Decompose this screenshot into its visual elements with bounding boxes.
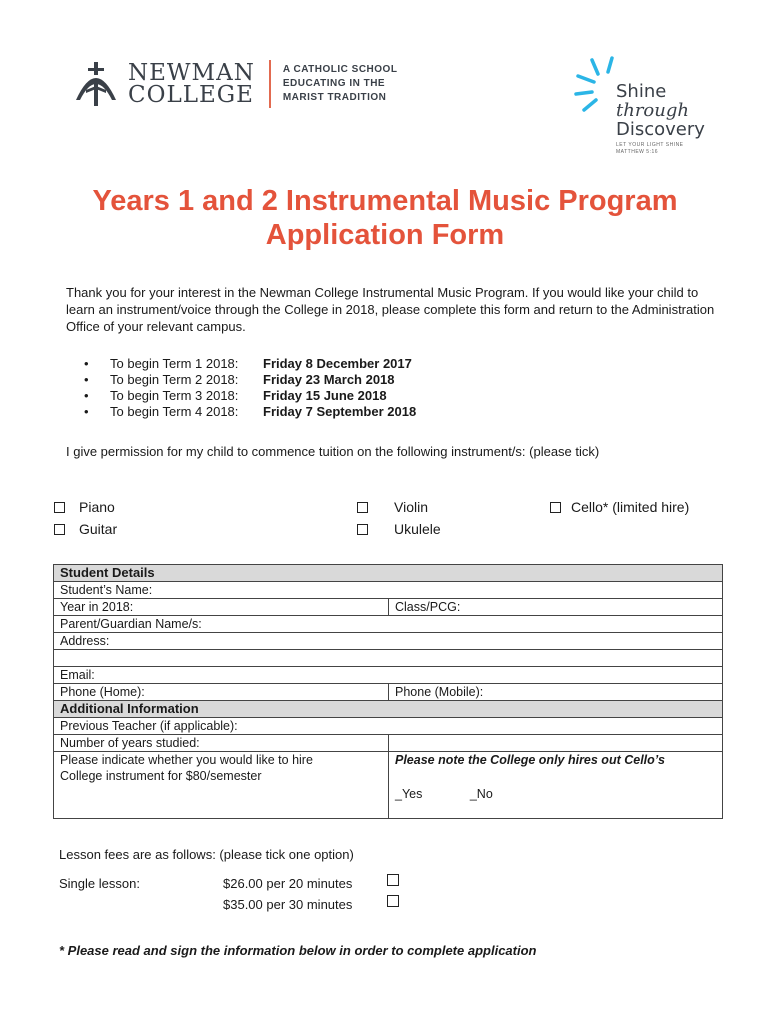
year-field[interactable]: Year in 2018: — [54, 599, 389, 616]
ukulele-checkbox[interactable] — [357, 524, 368, 535]
previous-teacher-field[interactable]: Previous Teacher (if applicable): — [54, 718, 723, 735]
tagline-line2: EDUCATING IN THE — [282, 78, 386, 89]
deadline-item — [84, 404, 416, 420]
shine-small-line1: LET YOUR LIGHT SHINE — [616, 142, 684, 148]
student-details-header: Student Details — [54, 565, 723, 582]
deadline-item — [84, 356, 416, 372]
guitar-checkbox[interactable] — [54, 524, 65, 535]
tagline-line3: MARIST TRADITION — [282, 92, 387, 103]
yes-option[interactable]: _Yes — [395, 787, 423, 801]
intro-paragraph: Thank you for your interest in the Newman College Instrumental Music Program. If you would like your child to learn an instrument/voice through the College in 2018, please complete this form and return to the Administration Office of your relevant campus. — [66, 285, 715, 334]
instrument-guitar — [54, 521, 117, 537]
shine-line2: through — [616, 100, 689, 121]
shine-small-line2: MATTHEW 5:16 — [616, 149, 659, 155]
deadline-item — [84, 388, 416, 404]
address-field-line2[interactable] — [54, 650, 723, 667]
hire-question — [54, 752, 389, 819]
fee-option-30min: $35.00 per 30 minutes — [223, 897, 353, 912]
college-crest-icon — [74, 60, 118, 108]
title-line2: Application Form — [265, 219, 505, 251]
instrument-ukulele — [357, 521, 441, 537]
shine-small-text — [616, 142, 684, 156]
violin-label: Violin — [394, 499, 428, 515]
ukulele-label: Ukulele — [394, 521, 441, 537]
bullet-icon: • — [84, 404, 89, 419]
additional-info-header: Additional Information — [54, 701, 723, 718]
yes-label: Yes — [401, 787, 423, 801]
instrument-violin — [357, 499, 428, 515]
shine-line3: Discovery — [616, 119, 705, 140]
application-form-table — [53, 564, 723, 819]
deadline-date: Friday 8 December 2017 — [263, 356, 412, 371]
fee-option-20min: $26.00 per 20 minutes — [223, 876, 353, 891]
hire-answer — [389, 752, 723, 819]
hire-question-line2: College instrument for $80/semester — [60, 769, 262, 783]
piano-label: Piano — [79, 499, 115, 515]
instrument-cello — [550, 499, 689, 515]
cello-checkbox[interactable] — [550, 502, 561, 513]
instrument-piano — [54, 499, 115, 515]
shine-text — [616, 82, 705, 139]
newman-college-logo — [74, 58, 397, 110]
deadline-label: To begin Term 1 2018: — [110, 356, 239, 371]
page-title — [0, 184, 770, 252]
class-field[interactable]: Class/PCG: — [389, 599, 723, 616]
hire-question-line1: Please indicate whether you would like to hire — [60, 753, 313, 767]
years-studied-field[interactable]: Number of years studied: — [54, 735, 389, 752]
logo-divider — [269, 60, 271, 108]
email-field[interactable]: Email: — [54, 667, 723, 684]
title-line1: Years 1 and 2 Instrumental Music Program — [92, 185, 678, 217]
no-label: No — [476, 787, 493, 801]
tagline-line1: A CATHOLIC SCHOOL — [282, 64, 398, 75]
single-lesson-label: Single lesson: — [59, 876, 140, 891]
address-field[interactable]: Address: — [54, 633, 723, 650]
deadline-date: Friday 15 June 2018 — [263, 388, 387, 403]
brand-line2: COLLEGE — [128, 82, 254, 108]
phone-mobile-field[interactable]: Phone (Mobile): — [389, 684, 723, 701]
deadline-item — [84, 372, 416, 388]
shine-line1: Shine — [616, 81, 667, 102]
phone-home-field[interactable]: Phone (Home): — [54, 684, 389, 701]
tagline — [283, 63, 398, 105]
deadline-list — [84, 356, 416, 420]
deadline-date: Friday 23 March 2018 — [263, 372, 395, 387]
lesson-fees-intro: Lesson fees are as follows: (please tick one option) — [59, 847, 354, 862]
hire-options — [395, 786, 716, 802]
guitar-label: Guitar — [79, 521, 118, 537]
student-name-field[interactable]: Student’s Name: — [54, 582, 723, 599]
bullet-icon: • — [84, 356, 89, 371]
fee-30min-checkbox[interactable] — [387, 895, 399, 907]
years-studied-value[interactable] — [389, 735, 723, 752]
cello-hire-note: Please note the College only hires out Cello’s — [395, 753, 665, 767]
shine-through-discovery-logo — [572, 52, 722, 164]
sun-rays-icon — [572, 52, 620, 118]
deadline-date: Friday 7 September 2018 — [263, 404, 417, 419]
deadline-label: To begin Term 3 2018: — [110, 388, 239, 403]
bullet-icon: • — [84, 388, 89, 403]
parent-name-field[interactable]: Parent/Guardian Name/s: — [54, 616, 723, 633]
piano-checkbox[interactable] — [54, 502, 65, 513]
violin-checkbox[interactable] — [357, 502, 368, 513]
permission-statement: I give permission for my child to commence tuition on the following instrument/s: (please tick) — [66, 444, 600, 459]
deadline-label: To begin Term 2 2018: — [110, 372, 239, 387]
sign-instructions: * Please read and sign the information below in order to complete application — [59, 943, 537, 958]
deadline-label: To begin Term 4 2018: — [110, 404, 239, 419]
cello-label: Cello* (limited hire) — [571, 499, 690, 515]
bullet-icon: • — [84, 372, 89, 387]
brand-line1: NEWMAN — [128, 60, 255, 86]
no-option[interactable]: _No — [469, 787, 493, 801]
fee-20min-checkbox[interactable] — [387, 874, 399, 886]
